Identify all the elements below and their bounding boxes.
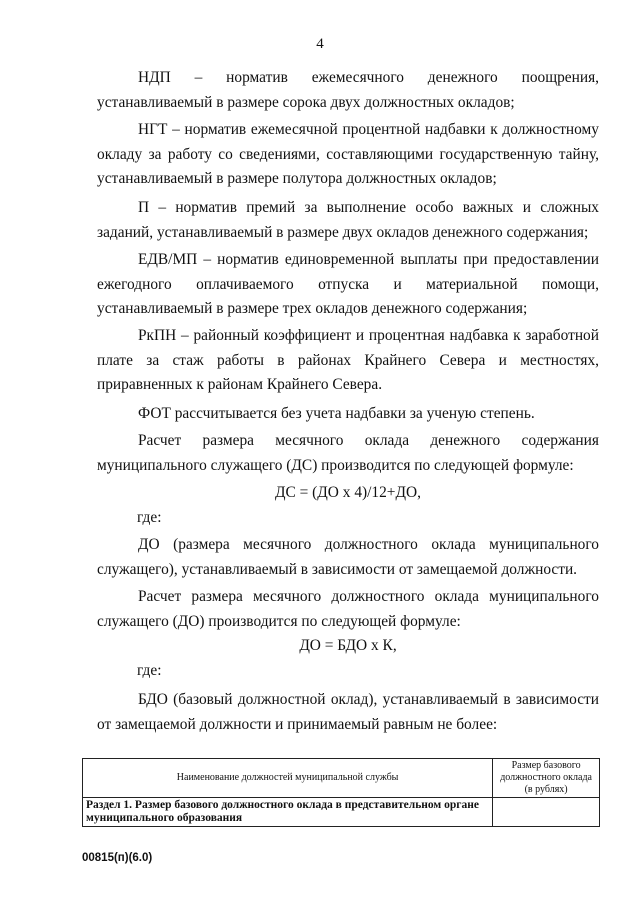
salary-table — [82, 758, 600, 827]
header-position-name: Наименование должностей муниципальной службы — [83, 759, 493, 798]
paragraph-edv-mp: ЕДВ/МП – норматив единовременной выплаты при предоставлении ежегодного оплачиваемого отпуска и материальной помощи, устанавливаемый в размере трех окладов денежного содержания; — [97, 251, 599, 318]
paragraph-do-intro: Расчет размера месячного должностного оклада муниципального служащего (ДО) производится по следующей формуле: — [97, 588, 599, 630]
section-1-value — [493, 798, 600, 827]
paragraph-bdo-definition: БДО (базовый должностной оклад), устанавливаемый в зависимости от замещаемой должности и принимаемый равным не более: — [97, 691, 599, 733]
paragraph-rkpn: РкПН – районный коэффициент и процентная надбавка к заработной плате за стаж работы в районах Крайнего Севера и местностях, приравненных к районам Крайнего Севера. — [97, 327, 599, 394]
paragraph-ndp: НДП – норматив ежемесячного денежного поощрения, устанавливаемый в размере сорока двух должностных окладов; — [97, 69, 599, 111]
page-number: 4 — [316, 36, 324, 52]
table-row — [83, 798, 600, 827]
paragraph-fot: ФОТ рассчитывается без учета надбавки за ученую степень. — [138, 405, 535, 422]
paragraph-p: П – норматив премий за выполнение особо важных и сложных заданий, устанавливаемый в размере двух окладов денежного содержания; — [97, 199, 599, 241]
paragraph-ds-intro: Расчет размера месячного оклада денежного содержания муниципального служащего (ДС) производится по следующей формуле: — [97, 432, 599, 474]
document-code: 00815(п)(6.0) — [82, 852, 153, 864]
where-label-2: где: — [137, 662, 162, 679]
paragraph-do-definition: ДО (размера месячного должностного оклада муниципального служащего), устанавливаемый в зависимости от замещаемой должности. — [97, 536, 599, 578]
table-header-row — [83, 759, 600, 798]
header-base-salary: Размер базового должностного оклада (в рублях) — [493, 759, 600, 798]
formula-do: ДО = БДО х К, — [299, 637, 397, 654]
section-1-title: Раздел 1. Размер базового должностного оклада в представительном органе муниципального образования — [83, 798, 493, 827]
formula-ds: ДС = (ДО х 4)/12+ДО, — [275, 484, 421, 501]
where-label-1: где: — [137, 509, 162, 526]
paragraph-ngt: НГТ – норматив ежемесячной процентной надбавки к должностному окладу за работу со сведениями, составляющими государственную тайну, устанавливаемый в размере полутора должностных окладов; — [97, 121, 599, 188]
